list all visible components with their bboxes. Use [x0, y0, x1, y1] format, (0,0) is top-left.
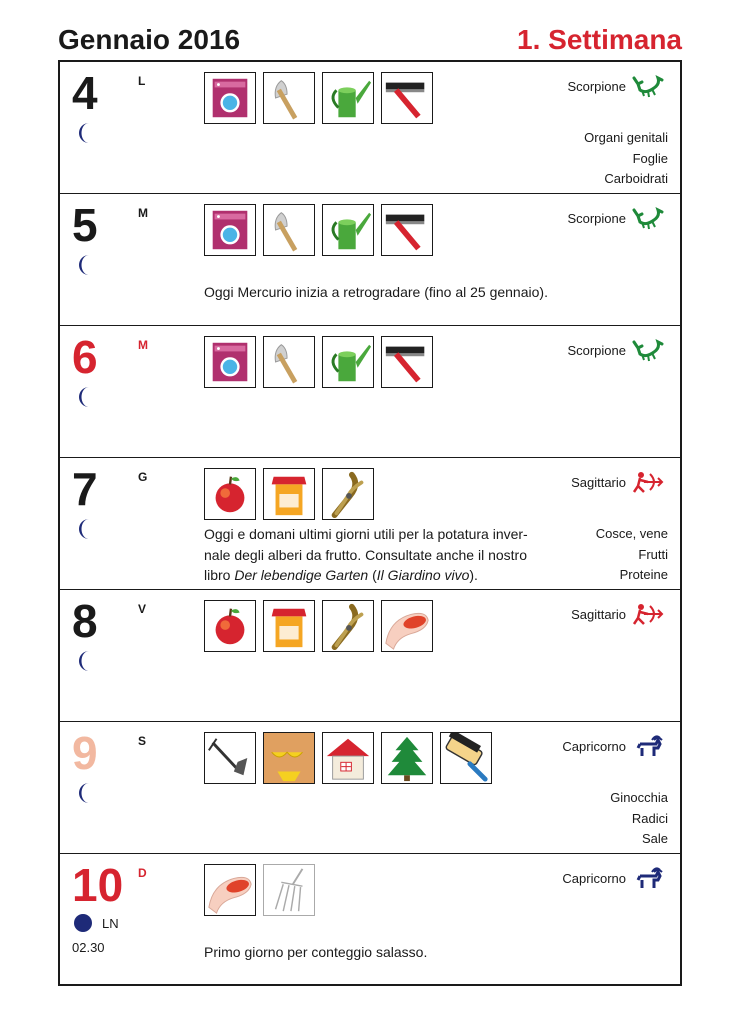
waning-crescent-moon-icon — [76, 122, 94, 144]
archer-icon — [632, 470, 664, 494]
activity-icons — [204, 864, 315, 916]
day-note: Primo giorno per conteggio salasso. — [204, 944, 428, 960]
day-number: 5 — [72, 199, 98, 251]
axe-icon — [263, 336, 315, 388]
month-title: Gennaio 2016 — [58, 24, 241, 55]
zodiac-label: Sagittario — [571, 606, 626, 622]
zodiac-label: Scorpione — [567, 210, 626, 226]
note-line — [204, 565, 549, 586]
weekday-letter: L — [138, 74, 146, 88]
axe-icon — [263, 72, 315, 124]
hoe-icon — [204, 732, 256, 784]
full-moon-icon — [74, 914, 92, 932]
window-squeegee-icon — [381, 336, 433, 388]
apple-icon — [204, 600, 256, 652]
book-translation: Il Giardino vivo — [376, 567, 470, 583]
note-text: libro — [204, 567, 235, 583]
zodiac-label: Sagittario — [571, 474, 626, 490]
manicure-nail-icon — [381, 600, 433, 652]
week-title: 1. Settimana — [517, 24, 682, 55]
day-row — [60, 62, 680, 194]
weekday-letter: G — [138, 470, 148, 484]
activity-icons — [204, 72, 433, 124]
weekday-letter: S — [138, 734, 147, 748]
pruning-shears-icon — [322, 468, 374, 520]
washing-machine-icon — [204, 72, 256, 124]
body-part: Frutti — [638, 546, 668, 562]
zodiac-sign — [562, 866, 664, 890]
house-icon — [322, 732, 374, 784]
body-part: Foglie — [632, 150, 668, 166]
waning-crescent-moon-icon — [76, 254, 94, 276]
day-note — [204, 524, 549, 586]
day-row — [60, 722, 680, 854]
book-title: Der lebendige Garten — [234, 567, 369, 583]
day-number: 6 — [72, 331, 98, 383]
apple-icon — [204, 468, 256, 520]
body-part: Proteine — [619, 567, 668, 582]
day-number: 4 — [72, 67, 98, 119]
zodiac-label: Scorpione — [567, 342, 626, 358]
zodiac-sign — [567, 74, 664, 98]
ibex-icon — [632, 734, 664, 758]
day-note: Oggi Mercurio inizia a retrogradare (fino al 25 gennaio). — [204, 284, 548, 300]
weekday-letter: M — [138, 206, 148, 220]
activity-icons — [204, 732, 492, 784]
body-part: Radici — [631, 810, 668, 826]
day-row — [60, 854, 680, 986]
pruning-shears-icon — [322, 600, 374, 652]
ibex-icon — [632, 866, 664, 890]
day-number: 7 — [72, 463, 98, 515]
moon-phase-label: LN — [102, 916, 119, 931]
body-parts-list — [610, 788, 668, 850]
zodiac-sign — [562, 734, 664, 758]
axe-icon — [263, 204, 315, 256]
weekday-letter: V — [138, 602, 147, 616]
window-squeegee-icon — [381, 72, 433, 124]
zodiac-label: Scorpione — [567, 78, 626, 94]
scorpion-icon — [632, 74, 664, 98]
activity-icons — [204, 336, 433, 388]
page-header — [58, 24, 682, 60]
washing-machine-icon — [204, 336, 256, 388]
waning-crescent-moon-icon — [76, 782, 94, 804]
watering-can-icon — [322, 204, 374, 256]
scrubbing-brush-icon — [440, 732, 492, 784]
washing-machine-icon — [204, 204, 256, 256]
zodiac-label: Capricorno — [562, 738, 626, 754]
body-part: Ginocchia — [610, 790, 668, 805]
jam-jar-icon — [263, 600, 315, 652]
zodiac-sign — [567, 206, 664, 230]
activity-icons — [204, 600, 433, 652]
day-row — [60, 590, 680, 722]
note-text: ( — [368, 567, 377, 583]
watering-can-icon — [322, 336, 374, 388]
manicure-nail-icon — [204, 864, 256, 916]
body-parts-list — [596, 524, 668, 586]
day-row — [60, 194, 680, 326]
archer-icon — [632, 602, 664, 626]
body-part: Cosce, vene — [595, 526, 668, 541]
zodiac-sign — [567, 338, 664, 362]
week-table — [58, 60, 682, 986]
note-text: ). — [469, 567, 478, 583]
day-row — [60, 326, 680, 458]
zodiac-label: Capricorno — [562, 870, 626, 886]
body-part: Organi genitali — [584, 130, 668, 145]
bikini-tan-icon — [263, 732, 315, 784]
scorpion-icon — [632, 338, 664, 362]
day-row — [60, 458, 680, 590]
day-number: 9 — [72, 727, 98, 779]
weekday-letter: M — [138, 338, 148, 352]
activity-icons — [204, 468, 374, 520]
zodiac-sign — [571, 602, 664, 626]
day-number: 10 — [72, 859, 124, 911]
scorpion-icon — [632, 206, 664, 230]
jam-jar-icon — [263, 468, 315, 520]
activity-icons — [204, 204, 433, 256]
waning-crescent-moon-icon — [76, 650, 94, 672]
body-part: Carboidrati — [604, 171, 668, 186]
weekday-letter: D — [138, 866, 147, 880]
note-line: nale degli alberi da frutto. Consultate anche il nostro — [204, 546, 527, 563]
body-parts-list — [584, 128, 668, 190]
note-line: Oggi e domani ultimi giorni utili per la potatura inver- — [204, 526, 528, 542]
window-squeegee-icon — [381, 204, 433, 256]
body-part: Sale — [641, 831, 668, 846]
pitchfork-icon — [263, 864, 315, 916]
moon-phase-time: 02.30 — [72, 940, 105, 955]
zodiac-sign — [571, 470, 664, 494]
fir-tree-icon — [381, 732, 433, 784]
waning-crescent-moon-icon — [76, 518, 94, 540]
waning-crescent-moon-icon — [76, 386, 94, 408]
watering-can-icon — [322, 72, 374, 124]
day-number: 8 — [72, 595, 98, 647]
